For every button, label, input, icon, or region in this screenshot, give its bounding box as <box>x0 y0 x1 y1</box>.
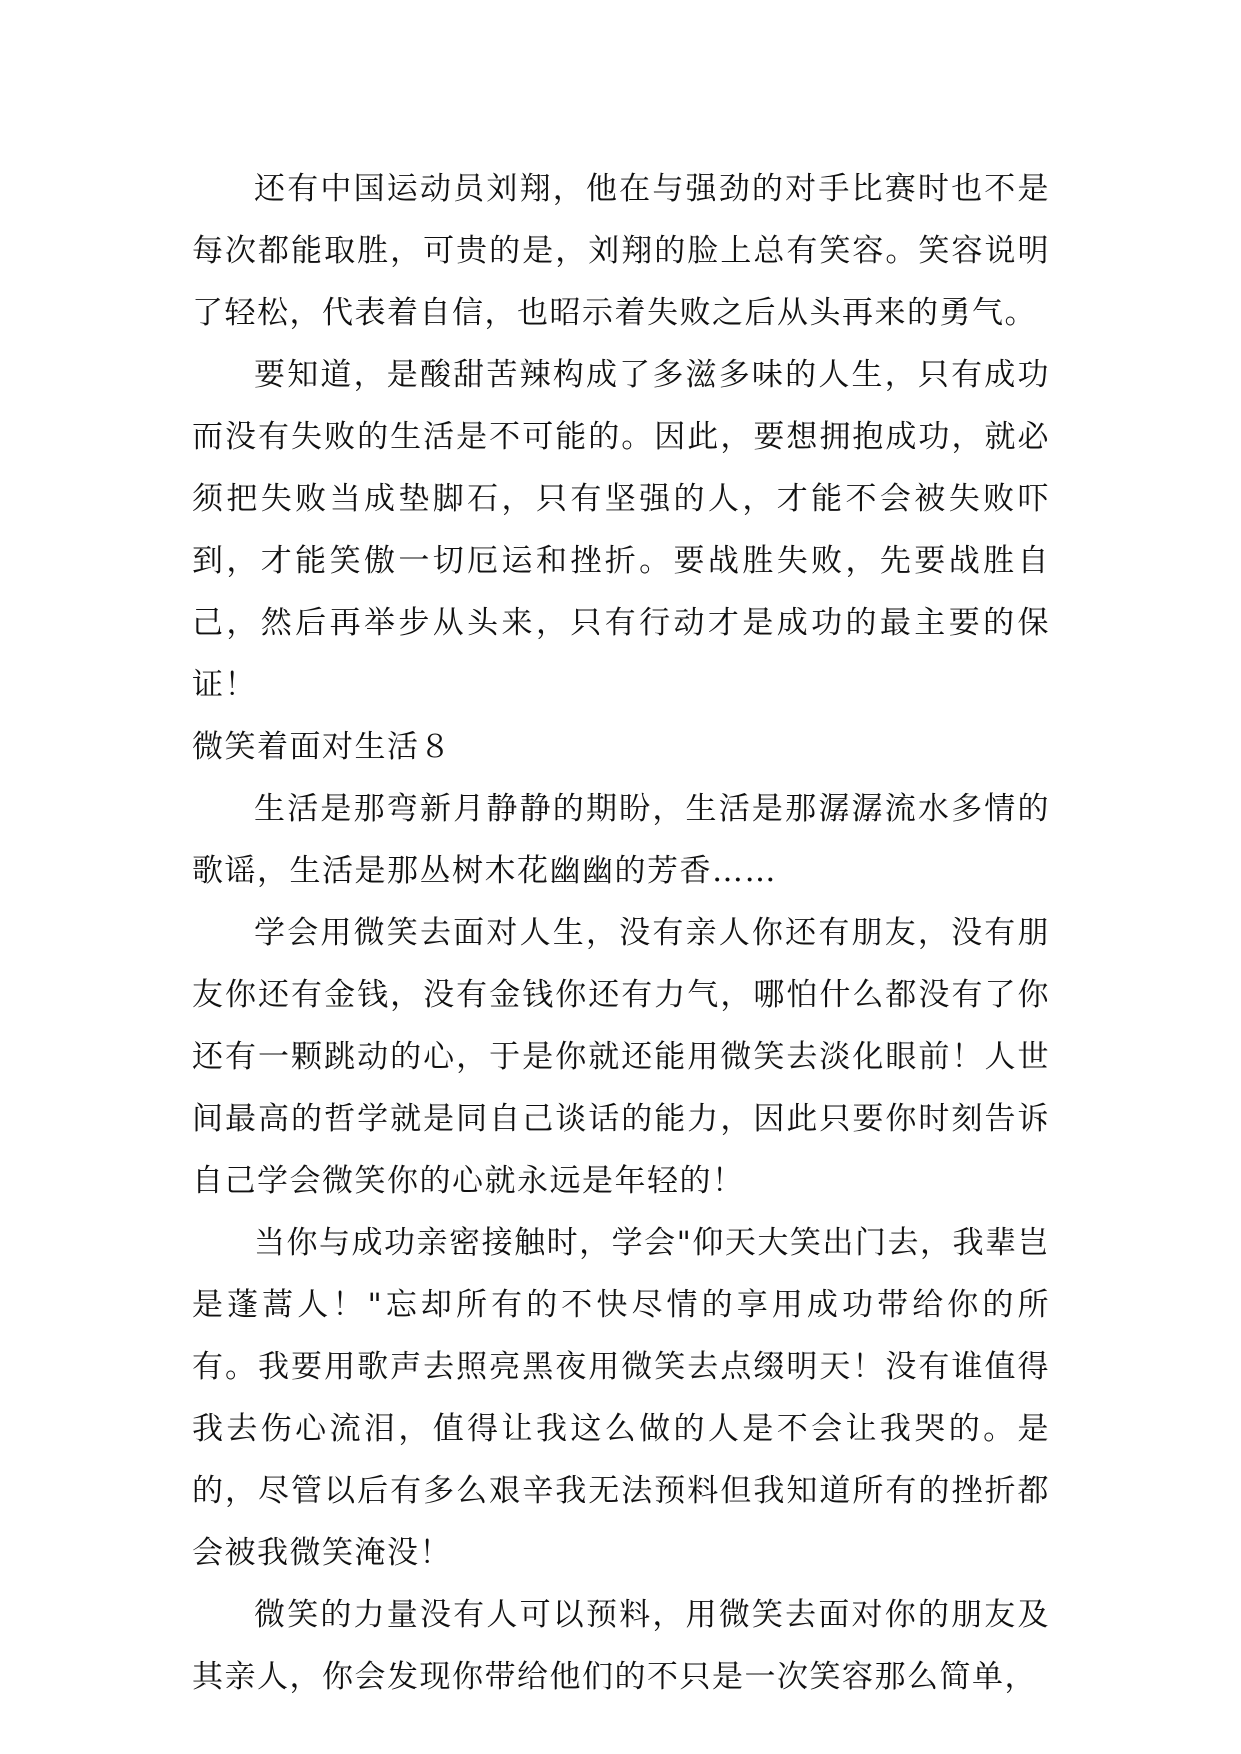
document-body <box>192 158 1050 1708</box>
paragraph: 微笑的力量没有人可以预料，用微笑去面对你的朋友及其亲人，你会发现你带给他们的不只是一次笑容那么简单， <box>192 1597 1050 1695</box>
section-title: 微笑着面对生活８ <box>192 729 452 765</box>
paragraph: 学会用微笑去面对人生，没有亲人你还有朋友，没有朋友你还有金钱，没有金钱你还有力气，哪怕什么都没有了你还有一颗跳动的心，于是你就还能用微笑去淡化眼前！人世间最高的哲学就是同自己谈话的能力，因此只要你时刻告诉自己学会微笑你的心就永远是年轻的！ <box>192 915 1050 1199</box>
paragraph: 当你与成功亲密接触时，学会"仰天大笑出门去，我辈岂是蓬蒿人！"忘却所有的不快尽情的享用成功带给你的所有。我要用歌声去照亮黑夜用微笑去点缀明天！没有谁值得我去伤心流泪，值得让我这么做的人是不会让我哭的。是的，尽管以后有多么艰辛我无法预料但我知道所有的挫折都会被我微笑淹没！ <box>192 1225 1050 1571</box>
paragraph: 生活是那弯新月静静的期盼，生活是那潺潺流水多情的歌谣，生活是那丛树木花幽幽的芳香…… <box>192 791 1050 889</box>
paragraph: 要知道，是酸甜苦辣构成了多滋多味的人生，只有成功而没有失败的生活是不可能的。因此，要想拥抱成功，就必须把失败当成垫脚石，只有坚强的人，才能不会被失败吓到，才能笑傲一切厄运和挫折。要战胜失败，先要战胜自己，然后再举步从头来，只有行动才是成功的最主要的保证！ <box>192 357 1050 703</box>
paragraph: 还有中国运动员刘翔，他在与强劲的对手比赛时也不是每次都能取胜，可贵的是，刘翔的脸上总有笑容。笑容说明了轻松，代表着自信，也昭示着失败之后从头再来的勇气。 <box>192 171 1050 331</box>
